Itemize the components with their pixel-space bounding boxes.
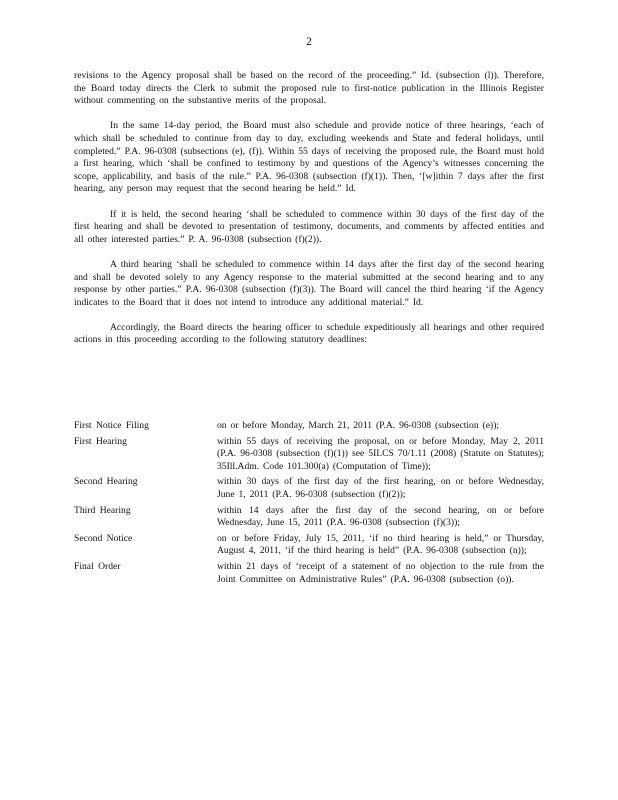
deadline-label: Final Order <box>74 560 121 572</box>
deadline-row-third-hearing <box>74 505 544 530</box>
page-number: 2 <box>306 36 312 48</box>
paragraph-hearings-schedule: In the same 14-day period, the Board must also schedule and provide notice of three hearings, ‘each of which shall be scheduled to continue from day to day, excluding weekends and State and federal holidays, until completed.” P.A. 96-0308 (subsections (e), (f)). Within 55 days of receiving the proposed rule, the Board must hold a first hearing, which ‘shall be confined to testimony by and questions of the Agency’s witnesses concerning the scope, applicability, and basis of the rule.” P.A. 96-0308 (subsection (f)(1)). Then, ‘[w]ithin 7 days after the first hearing, any person may request that the second hearing be held.” Id. <box>74 120 544 195</box>
deadline-text: on or before Friday, July 15, 2011, ‘if no third hearing is held,” or Thursday, August 4, 2011, ‘if the third hearing is held” (P.A. 96-0308 (subsection (n)); <box>217 532 544 557</box>
deadline-text: within 14 days after the first day of the second hearing, on or before Wednesday, June 15, 2011 (P.A. 96-0308 (subsection (f)(3)); <box>217 504 544 529</box>
deadline-label: Second Notice <box>74 532 133 544</box>
deadline-label: First Notice Filing <box>74 420 149 431</box>
deadline-text: within 21 days of ‘receipt of a statement of no objection to the rule from the Joint Committee on Administrative Rules” (P.A. 96-0308 (subsection (o)). <box>217 560 544 585</box>
paragraph-continuation: revisions to the Agency proposal shall be based on the record of the proceeding.” Id. (subsection (l)). Therefore, the Board today directs the Clerk to submit the proposed rule to first-notice publication in the Illinois Register without commenting on the substantive merits of the proposal. <box>74 70 544 107</box>
paragraph-third-hearing: A third hearing ‘shall be scheduled to commence within 14 days after the first day of the second hearing and shall be devoted solely to any Agency response to the material submitted at the second hearing and to any response by other parties.” P.A. 96-0308 (subsection (f)(3)). The Board will cancel the third hearing ‘if the Agency indicates to the Board that it does not intend to introduce any additional material.” Id. <box>74 258 544 308</box>
deadline-label: Second Hearing <box>74 476 138 488</box>
body-text <box>74 70 544 360</box>
deadline-text: on or before Monday, March 21, 2011 (P.A. 96-0308 (subsection (e)); <box>217 420 500 431</box>
deadline-row-final-order <box>74 561 544 586</box>
deadlines-table <box>74 420 544 589</box>
deadline-row-first-hearing <box>74 436 544 474</box>
paragraph-second-hearing: If it is held, the second hearing ‘shall be scheduled to commence within 30 days of the first day of the first hearing and shall be devoted to presentation of testimony, documents, and comments by affected entities and all other interested parties.” P. A. 96-0308 (subsection (f)(2)). <box>74 208 544 245</box>
paragraph-accordingly: Accordingly, the Board directs the hearing officer to schedule expeditiously all hearings and other required actions in this proceeding according to the following statutory deadlines: <box>74 321 544 346</box>
deadline-text: within 30 days of the first day of the first hearing, on or before Wednesday, June 1, 2011 (P.A. 96-0308 (subsection (f)(2)); <box>217 476 544 500</box>
deadline-label: First Hearing <box>74 435 127 447</box>
deadline-row-first-notice <box>74 420 544 433</box>
deadline-row-second-notice <box>74 533 544 558</box>
deadline-row-second-hearing <box>74 476 544 501</box>
deadline-text: within 55 days of receiving the proposal, on or before Monday, May 2, 2011 (P.A. 96-0308 (subsection (f)(1)) see 5ILCS 70/1.11 (2008) (Statute on Statutes); 35Ill.Adm. Code 101.300(a) (Computation of Time)); <box>217 435 544 472</box>
deadline-label: Third Hearing <box>74 504 131 516</box>
